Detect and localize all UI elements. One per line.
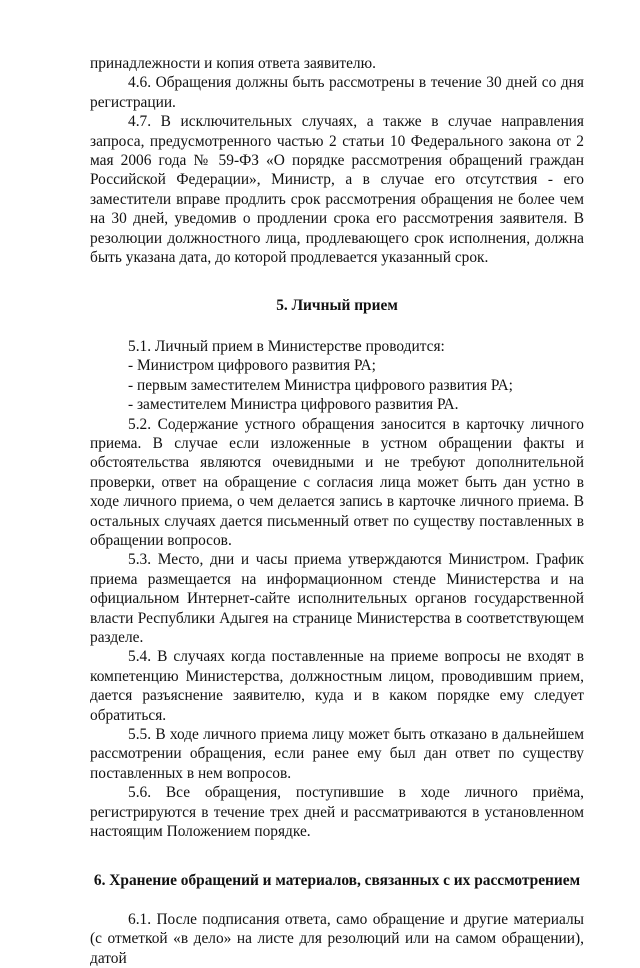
section-5-heading: 5. Личный прием	[276, 297, 398, 315]
paragraph-5-5: 5.5. В ходе личного приема лицу может быть отказано в дальнейшем рассмотрении обращения, если ранее ему был дан ответ по существу поставленных в нем вопросов.	[90, 726, 584, 782]
list-item: - заместителем Министра цифрового развития РА.	[128, 396, 459, 414]
paragraph-5-3: 5.3. Место, дни и часы приема утверждаются Министром. График приема размещается на информационном стенде Министерства и на официальном Интернет-сайте исполнительных органов государственной власти Республики Адыгея на странице Министерства в соответствующем разделе.	[90, 551, 584, 646]
section-6-heading: 6. Хранение обращений и материалов, связанных с их рассмотрением	[93, 872, 581, 890]
list-item: - Министром цифрового развития РА;	[128, 357, 376, 375]
paragraph-5-2: 5.2. Содержание устного обращения заносится в карточку личного приема. В случае если изложенные в устном обращении факты и обстоятельства являются очевидными и не требуют дополнительной проверки, ответ на обращение с согласия лица может быть дан устно в ходе личного приема, о чем делается запись в карточке личного приема. В остальных случаях дается письменный ответ по существу поставленных в обращении вопросов.	[90, 415, 584, 549]
document-page	[90, 54, 584, 968]
paragraph-6-1: 6.1. После подписания ответа, само обращение и другие материалы (с отметкой «в дело» на листе для резолюций или на самом обращении), датой	[90, 910, 584, 967]
paragraph-4-7: 4.7. В исключительных случаях, а также в случае направления запроса, предусмотренного частью 2 статьи 10 Федерального закона от 2 мая 2006 года № 59-ФЗ «О порядке рассмотрения обращений граждан Российской Федерации», Министр, а в случае его отсутствия - его заместители вправе продлить срок рассмотрения обращения не более чем на 30 дней, уведомив о продлении срока его рассмотрения заявителя. В резолюции должностного лица, продлевающего срок исполнения, должна быть указана дата, до которой продлевается указанный срок.	[90, 113, 584, 267]
paragraph-4-5-continued: принадлежности и копия ответа заявителю.	[90, 55, 376, 72]
paragraph-4-6: 4.6. Обращения должны быть рассмотрены в течение 30 дней со дня регистрации.	[90, 74, 584, 111]
paragraph-5-1: 5.1. Личный прием в Министерстве проводится:	[128, 337, 445, 355]
list-item: - первым заместителем Министра цифрового развития РА;	[128, 376, 513, 394]
paragraph-5-4: 5.4. В случаях когда поставленные на приеме вопросы не входят в компетенцию Министерства, должностным лицом, проводившим прием, дается разъяснение заявителю, куда и в каком порядке ему следует обратиться.	[90, 648, 584, 724]
paragraph-5-6: 5.6. Все обращения, поступившие в ходе личного приёма, регистрируются в течение трех дней и рассматриваются в установленном настоящим Положением порядке.	[90, 784, 584, 841]
